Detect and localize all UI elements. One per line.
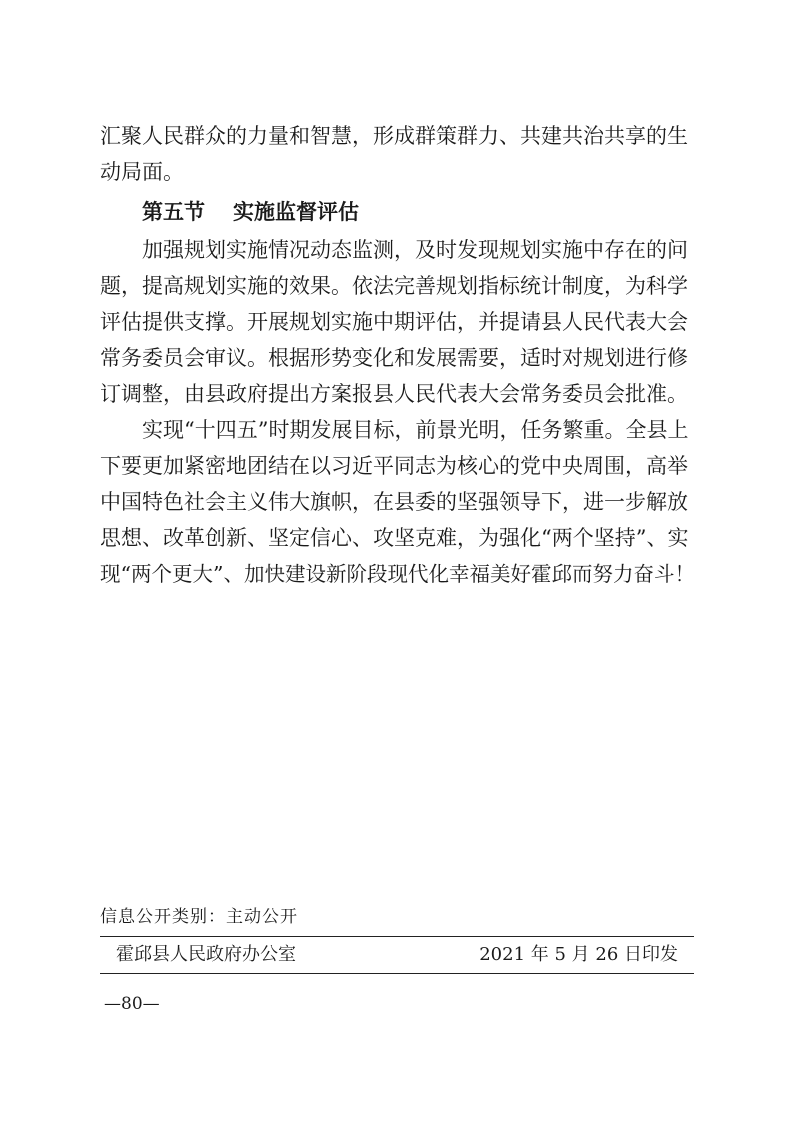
section-title: 实施监督评估 xyxy=(233,199,359,224)
disclosure-category: 信息公开类别：主动公开 xyxy=(100,907,298,927)
issuer: 霍邱县人民政府办公室 xyxy=(116,944,296,965)
section-number: 第五节 xyxy=(142,199,205,224)
text-line: 常务委员会审议。根据形势变化和发展需要，适时对规划进行修 xyxy=(100,346,688,370)
text-line: 思想、改革创新、坚定信心、攻坚克难，为强化“两个坚持”、实 xyxy=(100,526,689,550)
footer-rule-bottom xyxy=(100,973,694,974)
text-line: 动局面。 xyxy=(100,160,184,184)
text-line: 下要更加紧密地团结在以习近平同志为核心的党中央周围，高举 xyxy=(100,454,688,478)
text-line: 汇聚人民群众的力量和智慧，形成群策群力、共建共治共享的生 xyxy=(100,124,688,148)
text-line: 题，提高规划实施的效果。依法完善规划指标统计制度，为科学 xyxy=(100,274,688,298)
footer-rule-top xyxy=(100,936,694,937)
issue-date: 2021 年 5 月 26 日印发 xyxy=(479,944,678,965)
text-line: 现“两个更大”、加快建设新阶段现代化幸福美好霍邱而努力奋斗！ xyxy=(100,562,695,586)
body-text xyxy=(100,118,700,592)
text-line: 中国特色社会主义伟大旗帜，在县委的坚强领导下，进一步解放 xyxy=(100,490,688,514)
section-heading xyxy=(100,194,700,230)
text-line: 订调整，由县政府提出方案报县人民代表大会常务委员会批准。 xyxy=(100,382,688,406)
text-line: 评估提供支撑。开展规划实施中期评估，并提请县人民代表大会 xyxy=(100,310,688,334)
page-number: —80— xyxy=(104,994,160,1014)
text-line: 加强规划实施情况动态监测，及时发现规划实施中存在的问 xyxy=(142,238,688,262)
text-line: 实现“十四五”时期发展目标，前景光明，任务繁重。全县上 xyxy=(142,418,689,442)
issuance-row xyxy=(116,940,678,970)
